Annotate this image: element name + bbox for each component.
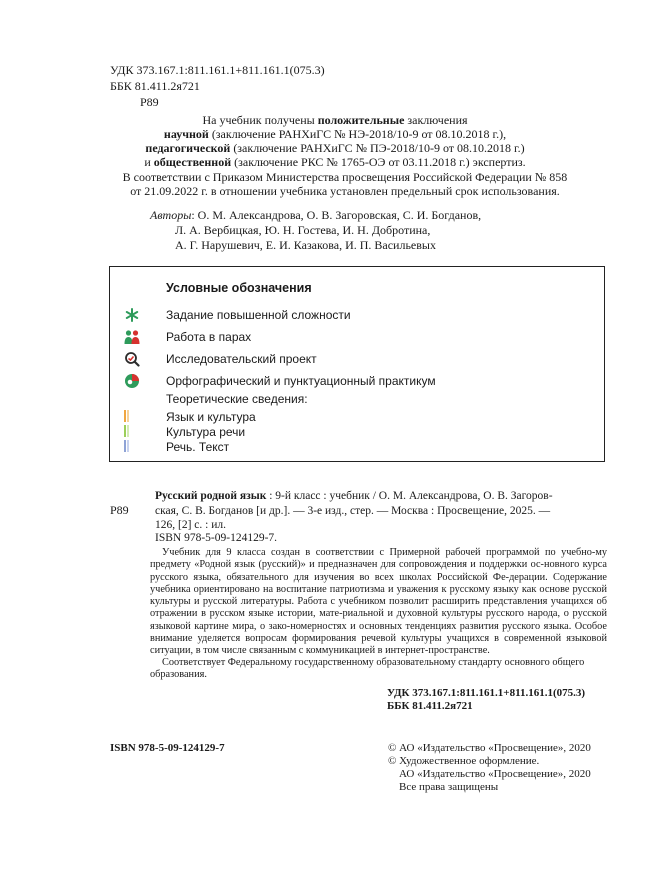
authors-line: А. Г. Нарушевич, Е. И. Казакова, И. П. Васильевых: [175, 238, 436, 252]
bbk-line: ББК 81.411.2я721: [110, 79, 200, 93]
magnifier-icon: [124, 351, 140, 367]
bib-isbn: ISBN 978-5-09-124129-7.: [155, 532, 278, 544]
usage-term-note: [110, 170, 580, 198]
bib-author-mark: Р89: [110, 503, 129, 517]
green-marker-icon: [124, 425, 126, 437]
authors-line: : О. М. Александрова, О. В. Загоровская, С. И. Богданов,: [191, 208, 482, 222]
udc-block: [110, 62, 325, 110]
approval-text: и: [144, 155, 154, 169]
pair-work-icon: [124, 329, 140, 345]
theory-title: Теоретические сведения:: [166, 392, 308, 406]
approval-text: заключения: [404, 113, 468, 127]
theory-item: [110, 439, 604, 457]
blue-marker-icon: [127, 440, 129, 452]
theory-item-label: Культура речи: [166, 425, 246, 439]
orange-marker-icon: [124, 410, 126, 422]
green-marker-icon: [127, 425, 129, 437]
copyright-line: АО «Издательство «Просвещение», 2020: [399, 768, 591, 780]
theory-item-label: Речь. Текст: [166, 440, 230, 454]
bib-line: ская, С. В. Богданов [и др.]. — 3-е изд., стер. — Москва : Просвещение, 2025. —: [155, 504, 551, 517]
copyright-block: [388, 742, 591, 794]
annotation-paragraph: Соответствует Федеральному государственному образовательному стандарту основного общего образования.: [150, 657, 585, 681]
approval-bold: общественной: [153, 155, 232, 169]
theory-item-label: Язык и культура: [166, 410, 256, 424]
approval-bold: научной: [163, 127, 209, 141]
bbk-line: ББК 81.411.2я721: [387, 700, 473, 712]
legend-item: [110, 373, 604, 391]
author-mark: Р89: [140, 95, 159, 109]
bib-line: 126, [2] с. : ил.: [155, 519, 226, 531]
copyright-line: Все права защищены: [399, 781, 499, 793]
legend-box: [109, 266, 605, 462]
authors-list: [150, 208, 570, 253]
legend-item-label: Орфографический и пунктуационный практикум: [166, 374, 436, 388]
approval-bold: педагогической: [145, 141, 231, 155]
bib-record: [110, 489, 607, 533]
approval-bold: положительные: [317, 113, 405, 127]
isbn: ISBN 978-5-09-124129-7: [110, 742, 225, 754]
udc-line: УДК 373.167.1:811.161.1+811.161.1(075.3): [110, 63, 325, 77]
annotation: [150, 547, 607, 658]
orange-marker-icon: [127, 410, 129, 422]
book-title: Русский родной язык: [155, 490, 267, 502]
udc-bottom: [387, 687, 585, 713]
term-line: от 21.09.2022 г. в отношении учебника установлен предельный срок использования.: [130, 184, 560, 198]
approval-note: [110, 113, 560, 169]
bib-line: : 9-й класс : учебник / О. М. Александрова, О. В. Загоров-: [266, 490, 553, 502]
copyright-line: © Художественное оформление.: [388, 755, 540, 767]
legend-item: [110, 351, 604, 369]
legend-item-label: Исследовательский проект: [166, 352, 317, 366]
approval-text: (заключение РКС № 1765-ОЭ от 03.11.2018 г.) экспертиз.: [231, 155, 526, 169]
term-line: В соответствии с Приказом Министерства просвещения Российской Федерации № 858: [122, 170, 568, 184]
approval-text: На учебник получены: [202, 113, 318, 127]
copyright-line: © АО «Издательство «Просвещение», 2020: [388, 742, 591, 754]
annotation-standard: [150, 657, 607, 682]
authors-label: Авторы: [150, 208, 192, 222]
approval-text: (заключение РАНХиГС № НЭ-2018/10-9 от 08.10.2018 г.),: [208, 127, 507, 141]
legend-item-label: Задание повышенной сложности: [166, 308, 351, 322]
udc-line: УДК 373.167.1:811.161.1+811.161.1(075.3): [387, 687, 586, 699]
annotation-paragraph: Учебник для 9 класса создан в соответствии с Примерной рабочей программой по учебно-му предмету «Родной язык (русский)» и предназначен для сопровождения и поддержки ос-новного курса русского языка, обязательного для изучения во всех школах Российской Фе-дерации. Содержание учебника ориентировано на воспитание патриотизма и уважения к русскому языку как основе русской культуры и русской литературы. Работа с учебником позволит расширить представления учащихся об отражении в русском языке истории, мате-риальной и духовной культуры русского народа, о русской языковой картине мира, о зако-номерностях и основных тенденциях развития русского языка. Особое внимание уделяется вопросам формирования речевой культуры учащихся в современной языковой ситуации, в том числе связанным с коммуникацией в интернет-пространстве.: [150, 547, 607, 657]
legend-title: Условные обозначения: [166, 281, 312, 295]
legend-item-label: Работа в парах: [166, 330, 252, 344]
legend-item: [110, 329, 604, 347]
legend-item: [110, 307, 604, 325]
authors-line: Л. А. Вербицкая, Ю. Н. Гостева, И. Н. Добротина,: [175, 223, 431, 237]
blue-marker-icon: [124, 440, 126, 452]
practicum-icon: [124, 373, 140, 389]
asterisk-icon: [124, 307, 140, 323]
approval-text: (заключение РАНХиГС № ПЭ-2018/10-9 от 08.10.2018 г.): [230, 141, 525, 155]
